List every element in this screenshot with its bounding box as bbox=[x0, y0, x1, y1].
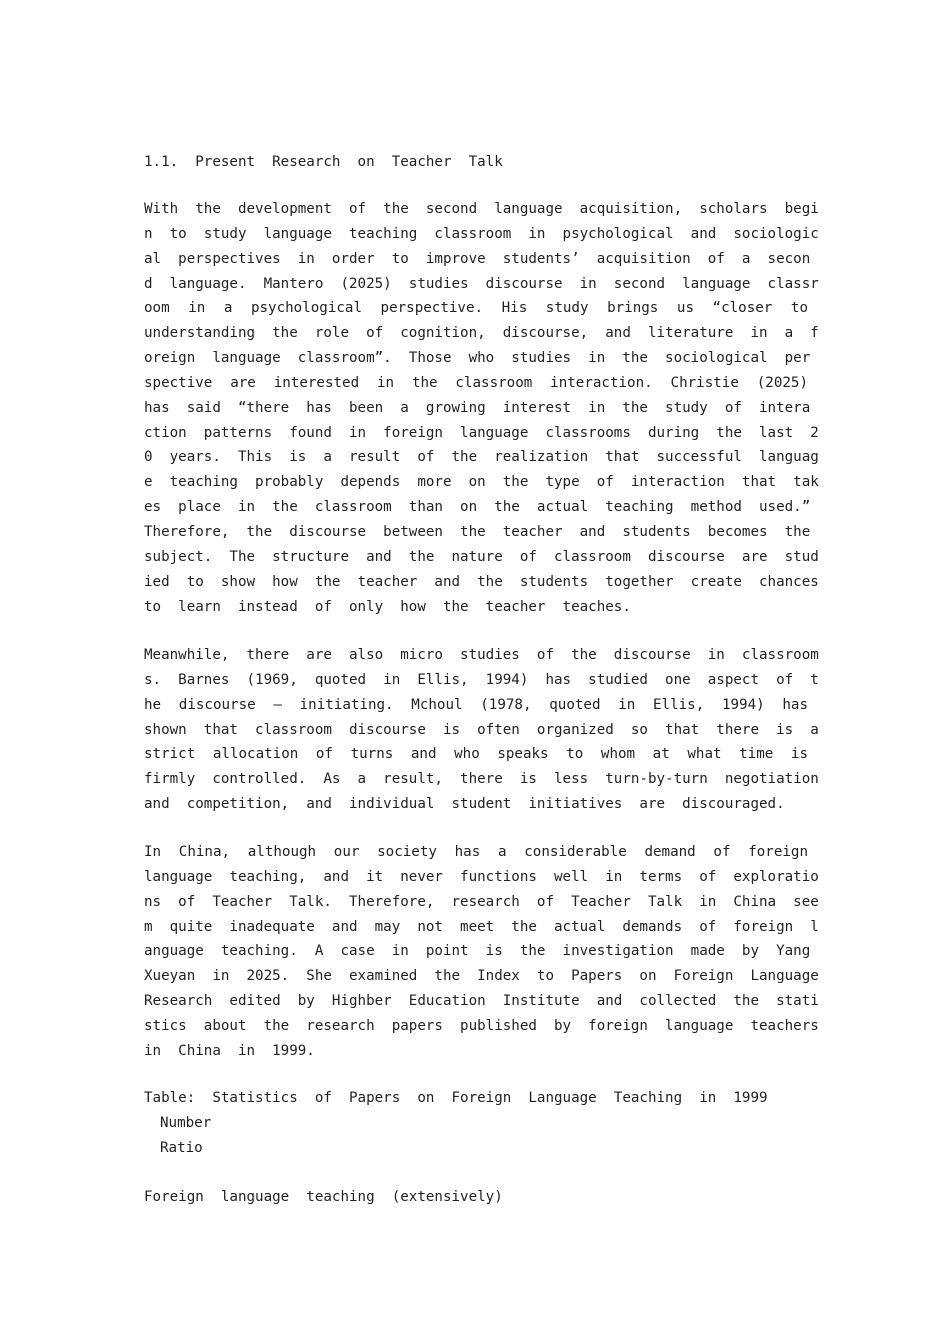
paragraph-line: oom in a psychological perspective. His study brings us “closer to bbox=[144, 300, 808, 317]
paragraph-line: 0 years. This is a result of the realization that successful languag bbox=[144, 449, 819, 466]
paragraph-line: spective are interested in the classroom interaction. Christie (2025) bbox=[144, 374, 808, 391]
paragraph-line: e teaching probably depends more on the type of interaction that tak bbox=[144, 474, 819, 491]
paragraph-line: understanding the role of cognition, discourse, and literature in a f bbox=[144, 325, 819, 342]
paragraph-line: Therefore, the discourse between the teacher and students becomes the bbox=[144, 523, 811, 540]
paragraph-line: strict allocation of turns and who speaks to whom at what time is bbox=[144, 746, 808, 763]
paragraph-3 bbox=[144, 840, 819, 1064]
paragraph-line: al perspectives in order to improve students’ acquisition of a secon bbox=[144, 250, 811, 267]
paragraph-line: shown that classroom discourse is often organized so that there is a bbox=[144, 721, 819, 738]
section-heading: 1.1. Present Research on Teacher Talk bbox=[144, 154, 503, 170]
paragraph-line: Research edited by Highber Education Institute and collected the stati bbox=[144, 993, 819, 1010]
paragraph-line: anguage teaching. A case in point is the investigation made by Yang bbox=[144, 943, 811, 960]
table-header-number: Number bbox=[160, 1114, 212, 1131]
paragraph-line: subject. The structure and the nature of classroom discourse are stud bbox=[144, 548, 819, 565]
paragraph-line: oreign language classroom”. Those who studies in the sociological per bbox=[144, 350, 811, 367]
table-row-label: Foreign language teaching (extensively) bbox=[144, 1189, 503, 1205]
paragraph-line: d language. Mantero (2025) studies discourse in second language classr bbox=[144, 275, 819, 292]
table-block bbox=[144, 1086, 768, 1161]
paragraph-line: stics about the research papers published by foreign language teachers bbox=[144, 1017, 819, 1034]
paragraph-line: s. Barnes (1969, quoted in Ellis, 1994) has studied one aspect of t bbox=[144, 671, 819, 688]
paragraph-line: ction patterns found in foreign language classrooms during the last 2 bbox=[144, 424, 819, 441]
paragraph-line: ns of Teacher Talk. Therefore, research of Teacher Talk in China see bbox=[144, 893, 819, 910]
paragraph-line: In China, although our society has a considerable demand of foreign bbox=[144, 844, 808, 860]
paragraph-2 bbox=[144, 643, 819, 817]
paragraph-line: has said “there has been a growing interest in the study of intera bbox=[144, 399, 811, 416]
paragraph-line: es place in the classroom than on the actual teaching method used.” bbox=[144, 499, 811, 516]
paragraph-line: firmly controlled. As a result, there is less turn-by-turn negotiation bbox=[144, 771, 819, 788]
paragraph-line: he discourse – initiating. Mchoul (1978, quoted in Ellis, 1994) has bbox=[144, 696, 808, 713]
paragraph-line: and competition, and individual student initiatives are discouraged. bbox=[144, 796, 785, 813]
paragraph-line: Xueyan in 2025. She examined the Index to Papers on Foreign Language bbox=[144, 968, 819, 985]
table-header-ratio: Ratio bbox=[160, 1139, 203, 1156]
table-caption: Table: Statistics of Papers on Foreign Language Teaching in 1999 bbox=[144, 1090, 768, 1106]
paragraph-line: Meanwhile, there are also micro studies of the discourse in classroom bbox=[144, 647, 819, 663]
paragraph-line: ied to show how the teacher and the students together create chances bbox=[144, 573, 819, 590]
paragraph-line: With the development of the second language acquisition, scholars begi bbox=[144, 201, 819, 217]
paragraph-line: to learn instead of only how the teacher teaches. bbox=[144, 598, 631, 615]
paragraph-line: in China in 1999. bbox=[144, 1042, 315, 1059]
paragraph-line: m quite inadequate and may not meet the actual demands of foreign l bbox=[144, 918, 819, 935]
paragraph-line: language teaching, and it never functions well in terms of exploratio bbox=[144, 868, 819, 885]
paragraph-1 bbox=[144, 197, 819, 619]
paragraph-line: n to study language teaching classroom in psychological and sociologic bbox=[144, 225, 819, 242]
